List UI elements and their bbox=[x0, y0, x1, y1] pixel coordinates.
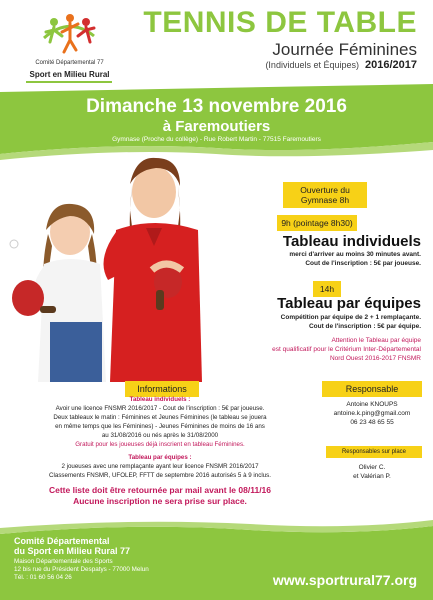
footer-address-line: Maison Départementale des Sports bbox=[14, 558, 113, 565]
event-place: à Faremoutiers bbox=[162, 118, 271, 135]
logo-committee-text: Comité Départemental 77 bbox=[35, 60, 104, 66]
team-fee-note: Cout de l'inscription : 5€ par équipe. bbox=[308, 323, 421, 330]
onsite-contacts-heading: Responsables sur place bbox=[326, 446, 422, 458]
team-qualifier-note-3: Nord Ouest 2016-2017 FNSMR bbox=[329, 355, 421, 362]
team-time-label: 14h bbox=[313, 281, 341, 297]
team-qualifier-note-2: est qualificatif pour le Critérium Inter-Départemental bbox=[272, 346, 421, 353]
contact-name: Antoine KNOUPS bbox=[346, 401, 398, 408]
event-format: (Individuels et Équipes) bbox=[265, 60, 359, 70]
organization-logo bbox=[12, 8, 127, 90]
gym-opening-label: Ouverture du Gymnase 8h bbox=[283, 182, 367, 208]
event-subtitle: Journée Féminines bbox=[272, 40, 417, 59]
registration-deadline: Cette liste doit être retournée par mail avant le 08/11/16 bbox=[48, 485, 272, 495]
individual-arrival-note: merci d'arriver au moins 30 minutes avant. bbox=[289, 251, 421, 258]
onsite-contact-2: et Valérian P. bbox=[353, 473, 391, 480]
footer-address-line: 12 bis rue du Président Despatys - 77000 Melun bbox=[14, 566, 149, 573]
event-address: Gymnase (Proche du collège) - Rue Robert Martin - 77515 Faremoutiers bbox=[112, 136, 321, 143]
info-line: au 31/08/2016 ou nés après le 31/08/2000 bbox=[101, 432, 219, 439]
season-label: 2016/2017 bbox=[365, 59, 417, 71]
info-line: en même temps que les Féminines) - Jeunes Féminines de moins de 16 ans bbox=[55, 423, 265, 430]
logo-underline bbox=[26, 81, 112, 83]
no-onsite-registration: Aucune inscription ne sera prise sur place. bbox=[73, 496, 247, 506]
website-link[interactable]: www.sportrural77.org bbox=[272, 572, 417, 588]
event-subtitle-detail bbox=[265, 59, 417, 71]
info-line: Deux tableaux le matin : Féminines et Jeunes Féminines (le tableau se jouera bbox=[53, 414, 267, 421]
team-qualifier-note-1: Attention le Tableau par équipe bbox=[331, 337, 421, 344]
footer-org-name bbox=[14, 536, 130, 556]
footer-org-line-1: Comité Départemental bbox=[14, 536, 110, 546]
contact-phone: 06 23 48 65 55 bbox=[350, 419, 394, 426]
info-team-heading: Tableau par équipes : bbox=[128, 454, 192, 461]
contact-email[interactable]: antoine.k.ping@gmail.com bbox=[333, 410, 411, 417]
footer-phone: Tél. : 01 60 56 04 26 bbox=[14, 574, 72, 581]
logo-name-text: Sport en Milieu Rural bbox=[29, 70, 110, 79]
onsite-contact-1: Olivier C. bbox=[358, 464, 386, 471]
individual-fee-note: Cout de l'inscription : 5€ par joueuse. bbox=[305, 260, 421, 267]
event-date: Dimanche 13 novembre 2016 bbox=[86, 96, 347, 117]
contact-heading: Responsable bbox=[322, 381, 422, 397]
footer-org-line-2: du Sport en Milieu Rural 77 bbox=[14, 546, 131, 556]
players-photo bbox=[6, 150, 216, 382]
info-team-line: 2 joueuses avec une remplaçante ayant leur licence FNSMR 2016/2017 bbox=[61, 463, 259, 470]
information-heading: Informations bbox=[125, 381, 199, 397]
page-title: TENNIS DE TABLE bbox=[143, 6, 417, 39]
sport-figures-icon bbox=[40, 8, 98, 58]
team-format-note: Compétition par équipe de 2 + 1 remplaçante. bbox=[280, 314, 421, 321]
info-team-line: Classements FNSMR, UFOLEP, FFTT de septembre 2016 autorisés 5 à 9 inclus. bbox=[49, 472, 271, 479]
info-free-note: Gratuit pour les joueuses déjà inscrient en tableau Féminines. bbox=[75, 441, 245, 448]
individual-time-label: 9h (pointage 8h30) bbox=[277, 215, 357, 231]
info-line: Avoir une licence FNSMR 2016/2017 - Cout de l'inscription : 5€ par joueuse. bbox=[55, 405, 265, 412]
individual-table-title: Tableau individuels bbox=[282, 233, 421, 250]
info-individual-heading: Tableau individuels : bbox=[129, 396, 191, 403]
team-table-title: Tableau par équipes bbox=[277, 295, 421, 312]
